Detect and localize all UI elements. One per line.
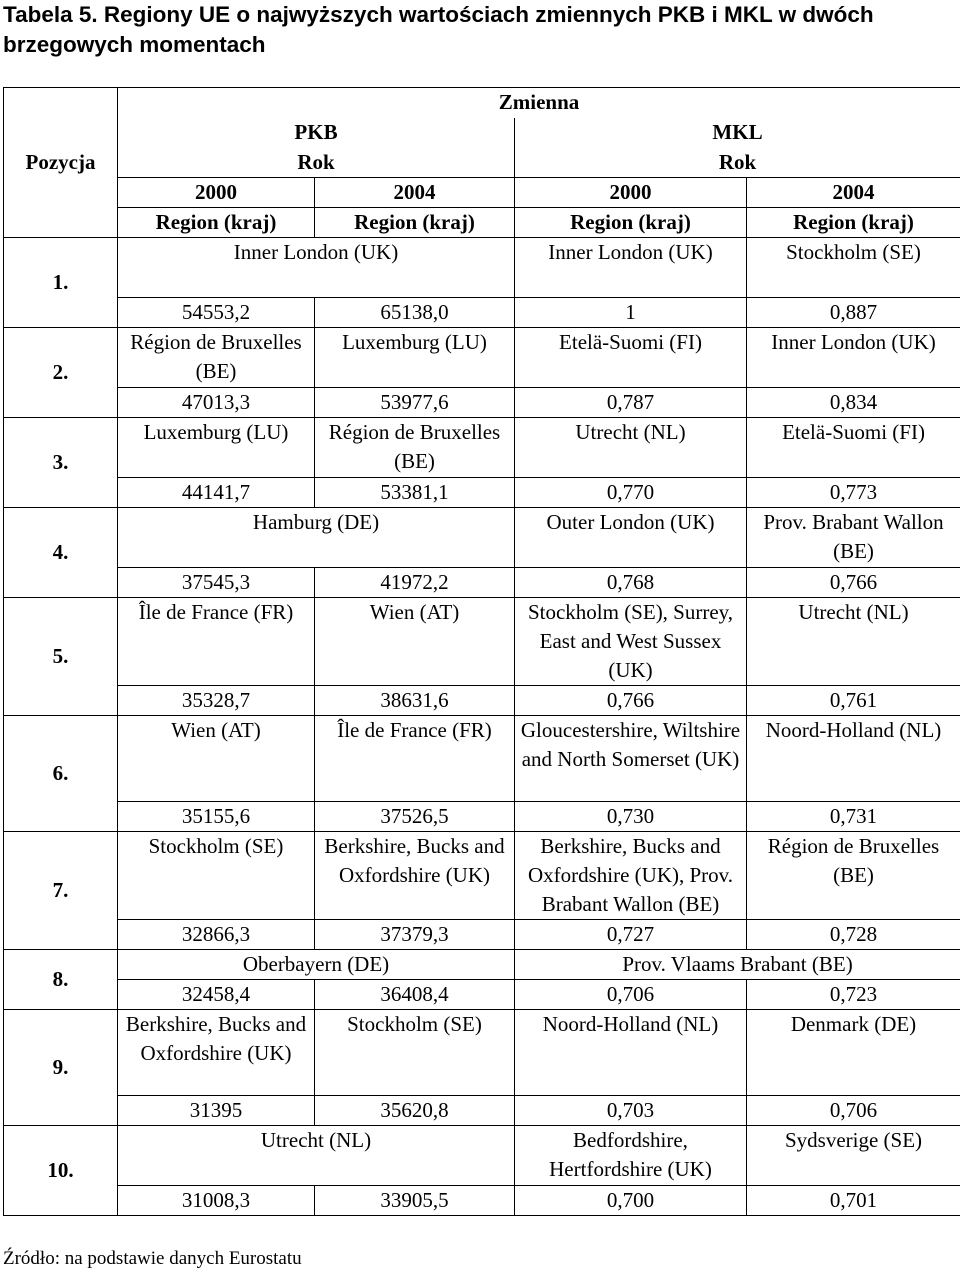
region-cell: Berkshire, Bucks and Oxfordshire (UK), Prov. Brabant Wallon (BE) bbox=[515, 832, 747, 920]
value-cell: 54553,2 bbox=[118, 298, 315, 328]
value-cell: 38631,6 bbox=[315, 686, 515, 716]
region-cell: Inner London (UK) bbox=[747, 328, 960, 388]
value-cell: 0,787 bbox=[515, 388, 747, 418]
position-label: 1. bbox=[4, 238, 118, 328]
region-cell: Hamburg (DE) bbox=[118, 508, 515, 568]
region-cell: Utrecht (NL) bbox=[118, 1126, 515, 1186]
region-cell: Région de Bruxelles (BE) bbox=[118, 328, 315, 388]
value-cell: 0,766 bbox=[747, 568, 960, 598]
value-cell: 37526,5 bbox=[315, 802, 515, 832]
region-cell: Berkshire, Bucks and Oxfordshire (UK) bbox=[118, 1010, 315, 1096]
position-label: 8. bbox=[4, 950, 118, 1010]
region-cell: Etelä-Suomi (FI) bbox=[515, 328, 747, 388]
region-cell: Etelä-Suomi (FI) bbox=[747, 418, 960, 478]
value-cell: 0,766 bbox=[515, 686, 747, 716]
value-cell: 0,706 bbox=[747, 1096, 960, 1126]
position-label: 7. bbox=[4, 832, 118, 950]
value-cell: 32866,3 bbox=[118, 920, 315, 950]
header-region: Region (kraj) bbox=[515, 208, 747, 238]
position-label: 3. bbox=[4, 418, 118, 508]
value-cell: 0,700 bbox=[515, 1186, 747, 1216]
value-cell: 53381,1 bbox=[315, 478, 515, 508]
region-cell: Île de France (FR) bbox=[118, 598, 315, 686]
value-cell: 0,703 bbox=[515, 1096, 747, 1126]
value-cell: 0,768 bbox=[515, 568, 747, 598]
value-cell: 37379,3 bbox=[315, 920, 515, 950]
value-cell: 0,701 bbox=[747, 1186, 960, 1216]
value-cell: 44141,7 bbox=[118, 478, 315, 508]
region-cell: Noord-Holland (NL) bbox=[515, 1010, 747, 1096]
value-cell: 0,770 bbox=[515, 478, 747, 508]
region-cell: Stockholm (SE) bbox=[747, 238, 960, 298]
header-rok-pkb: Rok bbox=[118, 148, 515, 178]
value-cell: 0,887 bbox=[747, 298, 960, 328]
value-cell: 35620,8 bbox=[315, 1096, 515, 1126]
source-note: Źródło: na podstawie danych Eurostatu bbox=[3, 1248, 302, 1269]
region-cell: Luxemburg (LU) bbox=[315, 328, 515, 388]
region-cell: Oberbayern (DE) bbox=[118, 950, 515, 980]
value-cell: 31008,3 bbox=[118, 1186, 315, 1216]
header-year: 2000 bbox=[515, 178, 747, 208]
value-cell: 0,731 bbox=[747, 802, 960, 832]
value-cell: 41972,2 bbox=[315, 568, 515, 598]
region-cell: Gloucestershire, Wiltshire and North Somerset (UK) bbox=[515, 716, 747, 802]
region-cell: Région de Bruxelles (BE) bbox=[747, 832, 960, 920]
value-cell: 36408,4 bbox=[315, 980, 515, 1010]
value-cell: 35328,7 bbox=[118, 686, 315, 716]
data-table bbox=[3, 87, 960, 1216]
region-cell: Prov. Brabant Wallon (BE) bbox=[747, 508, 960, 568]
header-region: Region (kraj) bbox=[747, 208, 960, 238]
region-cell: Stockholm (SE) bbox=[118, 832, 315, 920]
region-cell: Denmark (DE) bbox=[747, 1010, 960, 1096]
position-label: 6. bbox=[4, 716, 118, 832]
region-cell: Prov. Vlaams Brabant (BE) bbox=[515, 950, 960, 980]
header-pkb: PKB bbox=[118, 118, 515, 148]
region-cell: Utrecht (NL) bbox=[515, 418, 747, 478]
value-cell: 0,834 bbox=[747, 388, 960, 418]
header-year: 2000 bbox=[118, 178, 315, 208]
region-cell: Stockholm (SE), Surrey, East and West Sussex (UK) bbox=[515, 598, 747, 686]
position-label: 4. bbox=[4, 508, 118, 598]
value-cell: 0,728 bbox=[747, 920, 960, 950]
position-label: 5. bbox=[4, 598, 118, 716]
region-cell: Sydsverige (SE) bbox=[747, 1126, 960, 1186]
value-cell: 0,727 bbox=[515, 920, 747, 950]
value-cell: 65138,0 bbox=[315, 298, 515, 328]
header-rok-mkl: Rok bbox=[515, 148, 960, 178]
region-cell: Inner London (UK) bbox=[118, 238, 515, 298]
header-year: 2004 bbox=[747, 178, 960, 208]
region-cell: Inner London (UK) bbox=[515, 238, 747, 298]
region-cell: Outer London (UK) bbox=[515, 508, 747, 568]
value-cell: 31395 bbox=[118, 1096, 315, 1126]
position-label: 2. bbox=[4, 328, 118, 418]
value-cell: 0,773 bbox=[747, 478, 960, 508]
region-cell: Région de Bruxelles (BE) bbox=[315, 418, 515, 478]
value-cell: 32458,4 bbox=[118, 980, 315, 1010]
region-cell: Noord-Holland (NL) bbox=[747, 716, 960, 802]
value-cell: 0,761 bbox=[747, 686, 960, 716]
value-cell: 33905,5 bbox=[315, 1186, 515, 1216]
value-cell: 35155,6 bbox=[118, 802, 315, 832]
region-cell: Berkshire, Bucks and Oxfordshire (UK) bbox=[315, 832, 515, 920]
header-region: Region (kraj) bbox=[315, 208, 515, 238]
region-cell: Stockholm (SE) bbox=[315, 1010, 515, 1096]
value-cell: 0,723 bbox=[747, 980, 960, 1010]
region-cell: Bedfordshire, Hertfordshire (UK) bbox=[515, 1126, 747, 1186]
value-cell: 1 bbox=[515, 298, 747, 328]
value-cell: 37545,3 bbox=[118, 568, 315, 598]
position-label: 10. bbox=[4, 1126, 118, 1216]
value-cell: 0,706 bbox=[515, 980, 747, 1010]
table-title: Tabela 5. Regiony UE o najwyższych wartościach zmiennych PKB i MKL w dwóch brzegowych momentach bbox=[3, 2, 874, 57]
header-zmienna: Zmienna bbox=[118, 88, 960, 118]
region-cell: Luxemburg (LU) bbox=[118, 418, 315, 478]
value-cell: 47013,3 bbox=[118, 388, 315, 418]
position-label: 9. bbox=[4, 1010, 118, 1126]
region-cell: Wien (AT) bbox=[315, 598, 515, 686]
header-region: Region (kraj) bbox=[118, 208, 315, 238]
header-pozycja: Pozycja bbox=[4, 88, 118, 238]
header-mkl: MKL bbox=[515, 118, 960, 148]
value-cell: 53977,6 bbox=[315, 388, 515, 418]
region-cell: Île de France (FR) bbox=[315, 716, 515, 802]
header-year: 2004 bbox=[315, 178, 515, 208]
region-cell: Utrecht (NL) bbox=[747, 598, 960, 686]
value-cell: 0,730 bbox=[515, 802, 747, 832]
region-cell: Wien (AT) bbox=[118, 716, 315, 802]
